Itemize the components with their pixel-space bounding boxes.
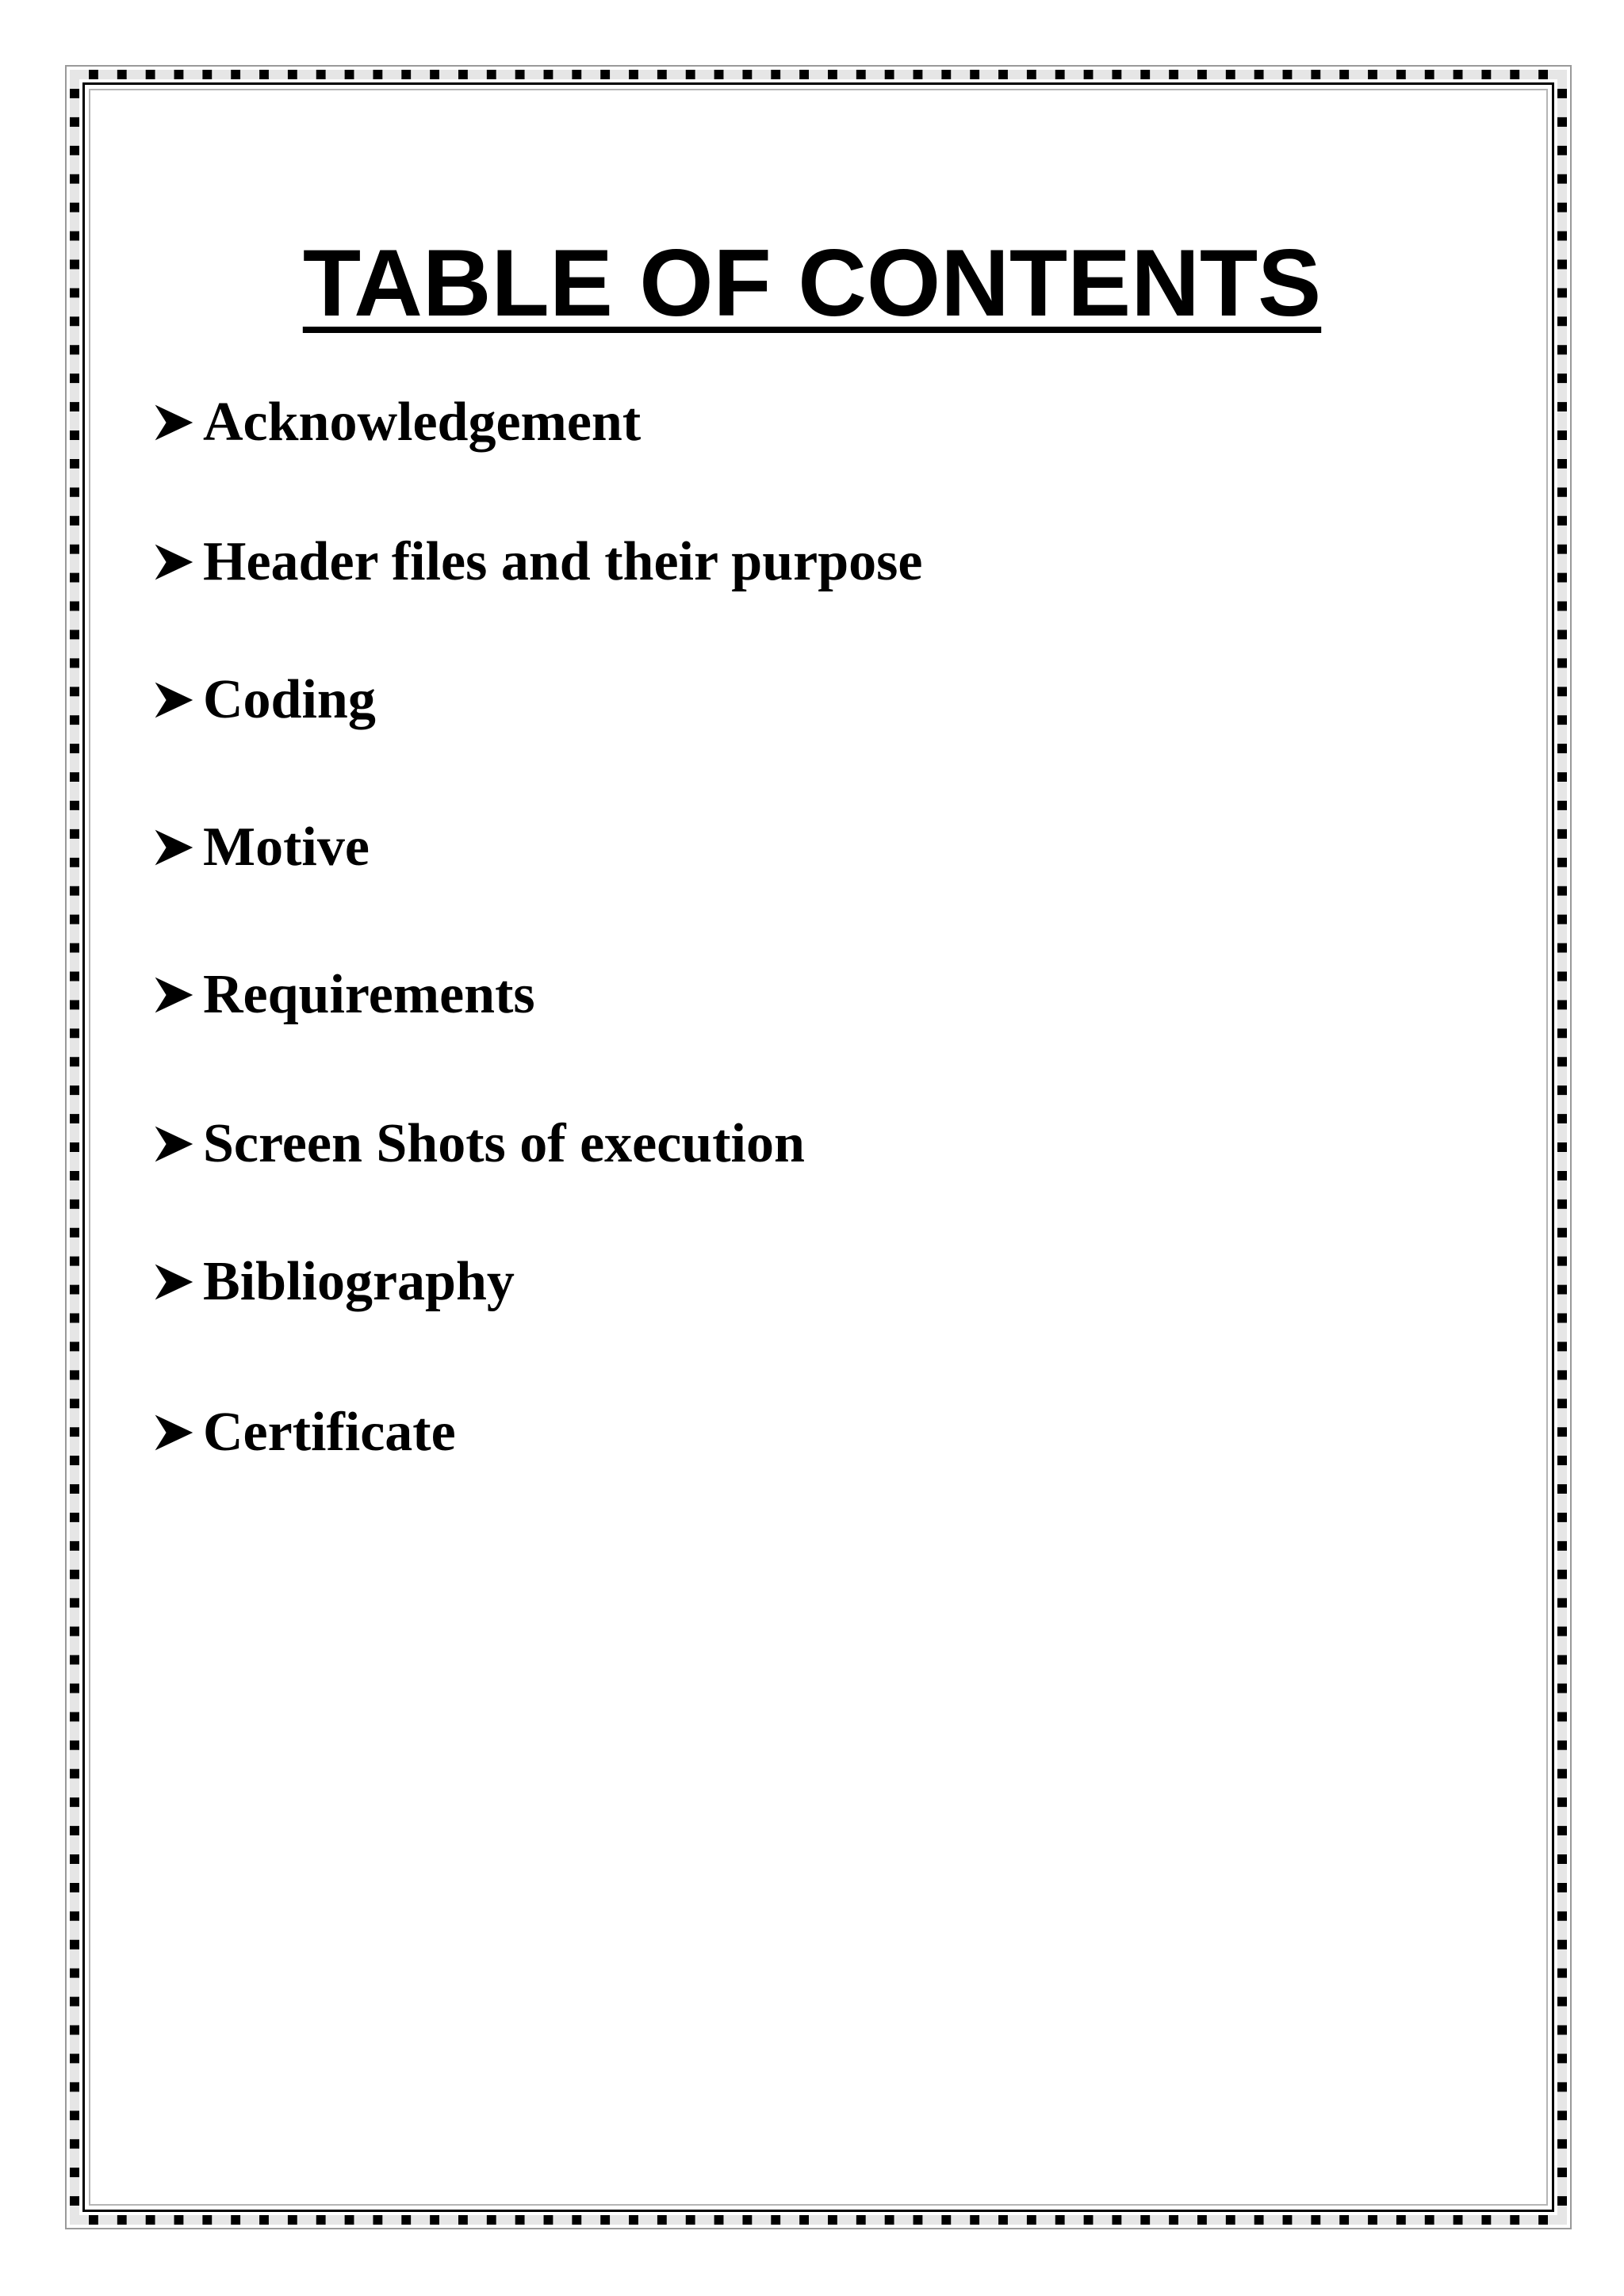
page-title: [0, 232, 1624, 335]
arrowhead-bullet-icon: [151, 973, 195, 1017]
toc-item-acknowledgement: [151, 387, 641, 458]
arrowhead-bullet-icon: [151, 1122, 195, 1166]
toc-item-label: Coding: [203, 669, 376, 730]
arrowhead-bullet-icon: [151, 678, 195, 722]
toc-item-label: Certificate: [203, 1402, 456, 1463]
toc-item-bibliography: [151, 1246, 515, 1318]
toc-item-header-files: [151, 526, 922, 598]
toc-item-label: Motive: [203, 817, 370, 878]
arrowhead-bullet-icon: [151, 1410, 195, 1455]
arrowhead-bullet-icon: [151, 1260, 195, 1304]
arrowhead-bullet-icon: [151, 400, 195, 445]
toc-item-certificate: [151, 1397, 456, 1468]
toc-item-label: Requirements: [203, 964, 535, 1025]
toc-item-label: Header files and their purpose: [203, 531, 923, 592]
toc-item-label: Bibliography: [203, 1251, 515, 1312]
arrowhead-bullet-icon: [151, 825, 195, 870]
arrowhead-bullet-icon: [151, 540, 195, 584]
toc-item-coding: [151, 664, 376, 736]
toc-item-label: Screen Shots of execution: [203, 1113, 805, 1174]
toc-item-screen-shots: [151, 1108, 805, 1180]
toc-item-motive: [151, 812, 370, 883]
toc-item-label: Acknowledgement: [203, 392, 642, 453]
page-title-text: TABLE OF CONTENTS: [302, 230, 1322, 337]
toc-item-requirements: [151, 959, 535, 1031]
